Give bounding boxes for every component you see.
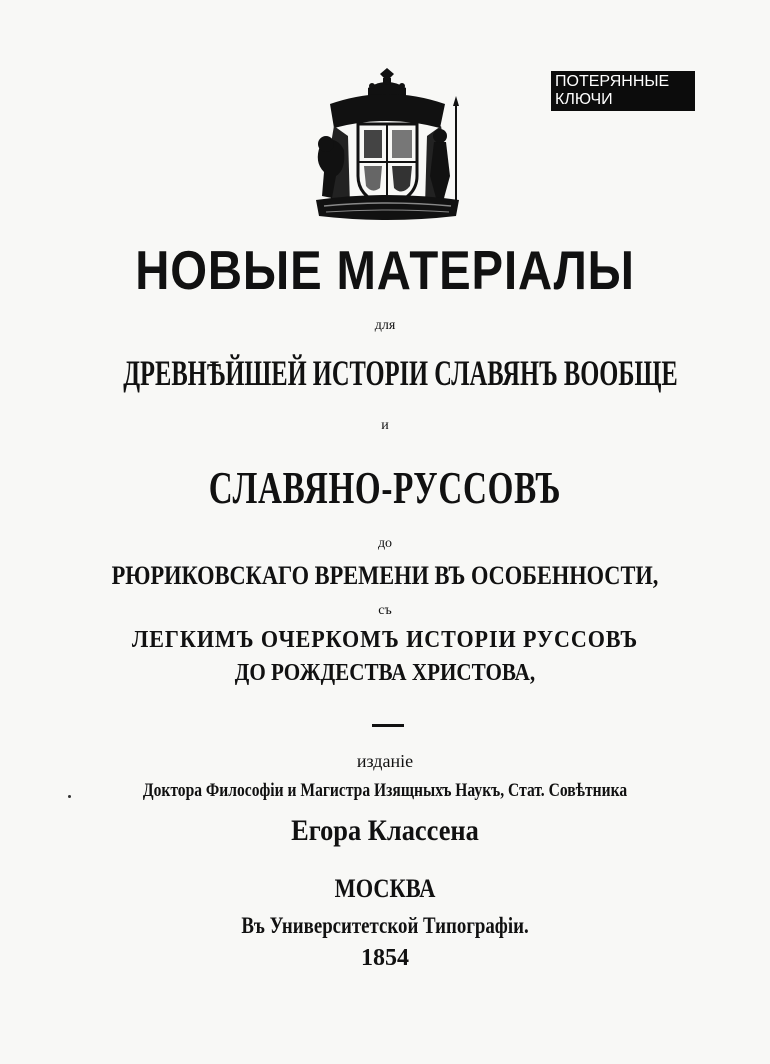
author-credentials: Доктора Философiи и Магистра Изящныхъ Наукъ, Стат. Совѣтника	[142, 780, 628, 801]
subtitle-slavo-russians: СЛАВЯНО-РУССОВЪ	[208, 462, 562, 513]
word-dlya: для	[374, 318, 396, 333]
subtitle-slavs: ДРЕВНѢЙШЕЙ ИСТОРIИ СЛАВЯНЪ ВООБЩЕ	[123, 353, 678, 393]
badge-line-2: КЛЮЧИ	[555, 91, 613, 108]
sketch-line: ЛЕГКИМЪ ОЧЕРКОМЪ ИСТОРIИ РУССОВЪ	[131, 627, 639, 653]
word-i: и	[381, 418, 389, 433]
publication-city: МОСКВА	[334, 874, 436, 903]
nativity-line: ДО РОЖДЕСТВА ХРИСТОВА,	[234, 660, 536, 686]
printing-house: Въ Университетской Типографiи.	[241, 913, 529, 938]
edition-word: изданiе	[356, 751, 414, 771]
lost-keys-badge	[551, 71, 695, 111]
badge-line-1: ПОТЕРЯННЫЕ	[555, 73, 670, 90]
rurik-period-line: РЮРИКОВСКАГО ВРЕМЕНИ ВЪ ОСОБЕННОСТИ,	[111, 561, 659, 590]
divider-rule	[372, 724, 404, 727]
author-name: Егора Классена	[291, 814, 479, 847]
coat-of-arms-emblem	[310, 66, 465, 224]
main-title: НОВЫЕ МАТЕРIАЛЫ	[135, 239, 635, 301]
word-do: до	[377, 536, 393, 551]
publication-year: 1854	[361, 945, 409, 971]
word-s: съ	[378, 603, 392, 618]
